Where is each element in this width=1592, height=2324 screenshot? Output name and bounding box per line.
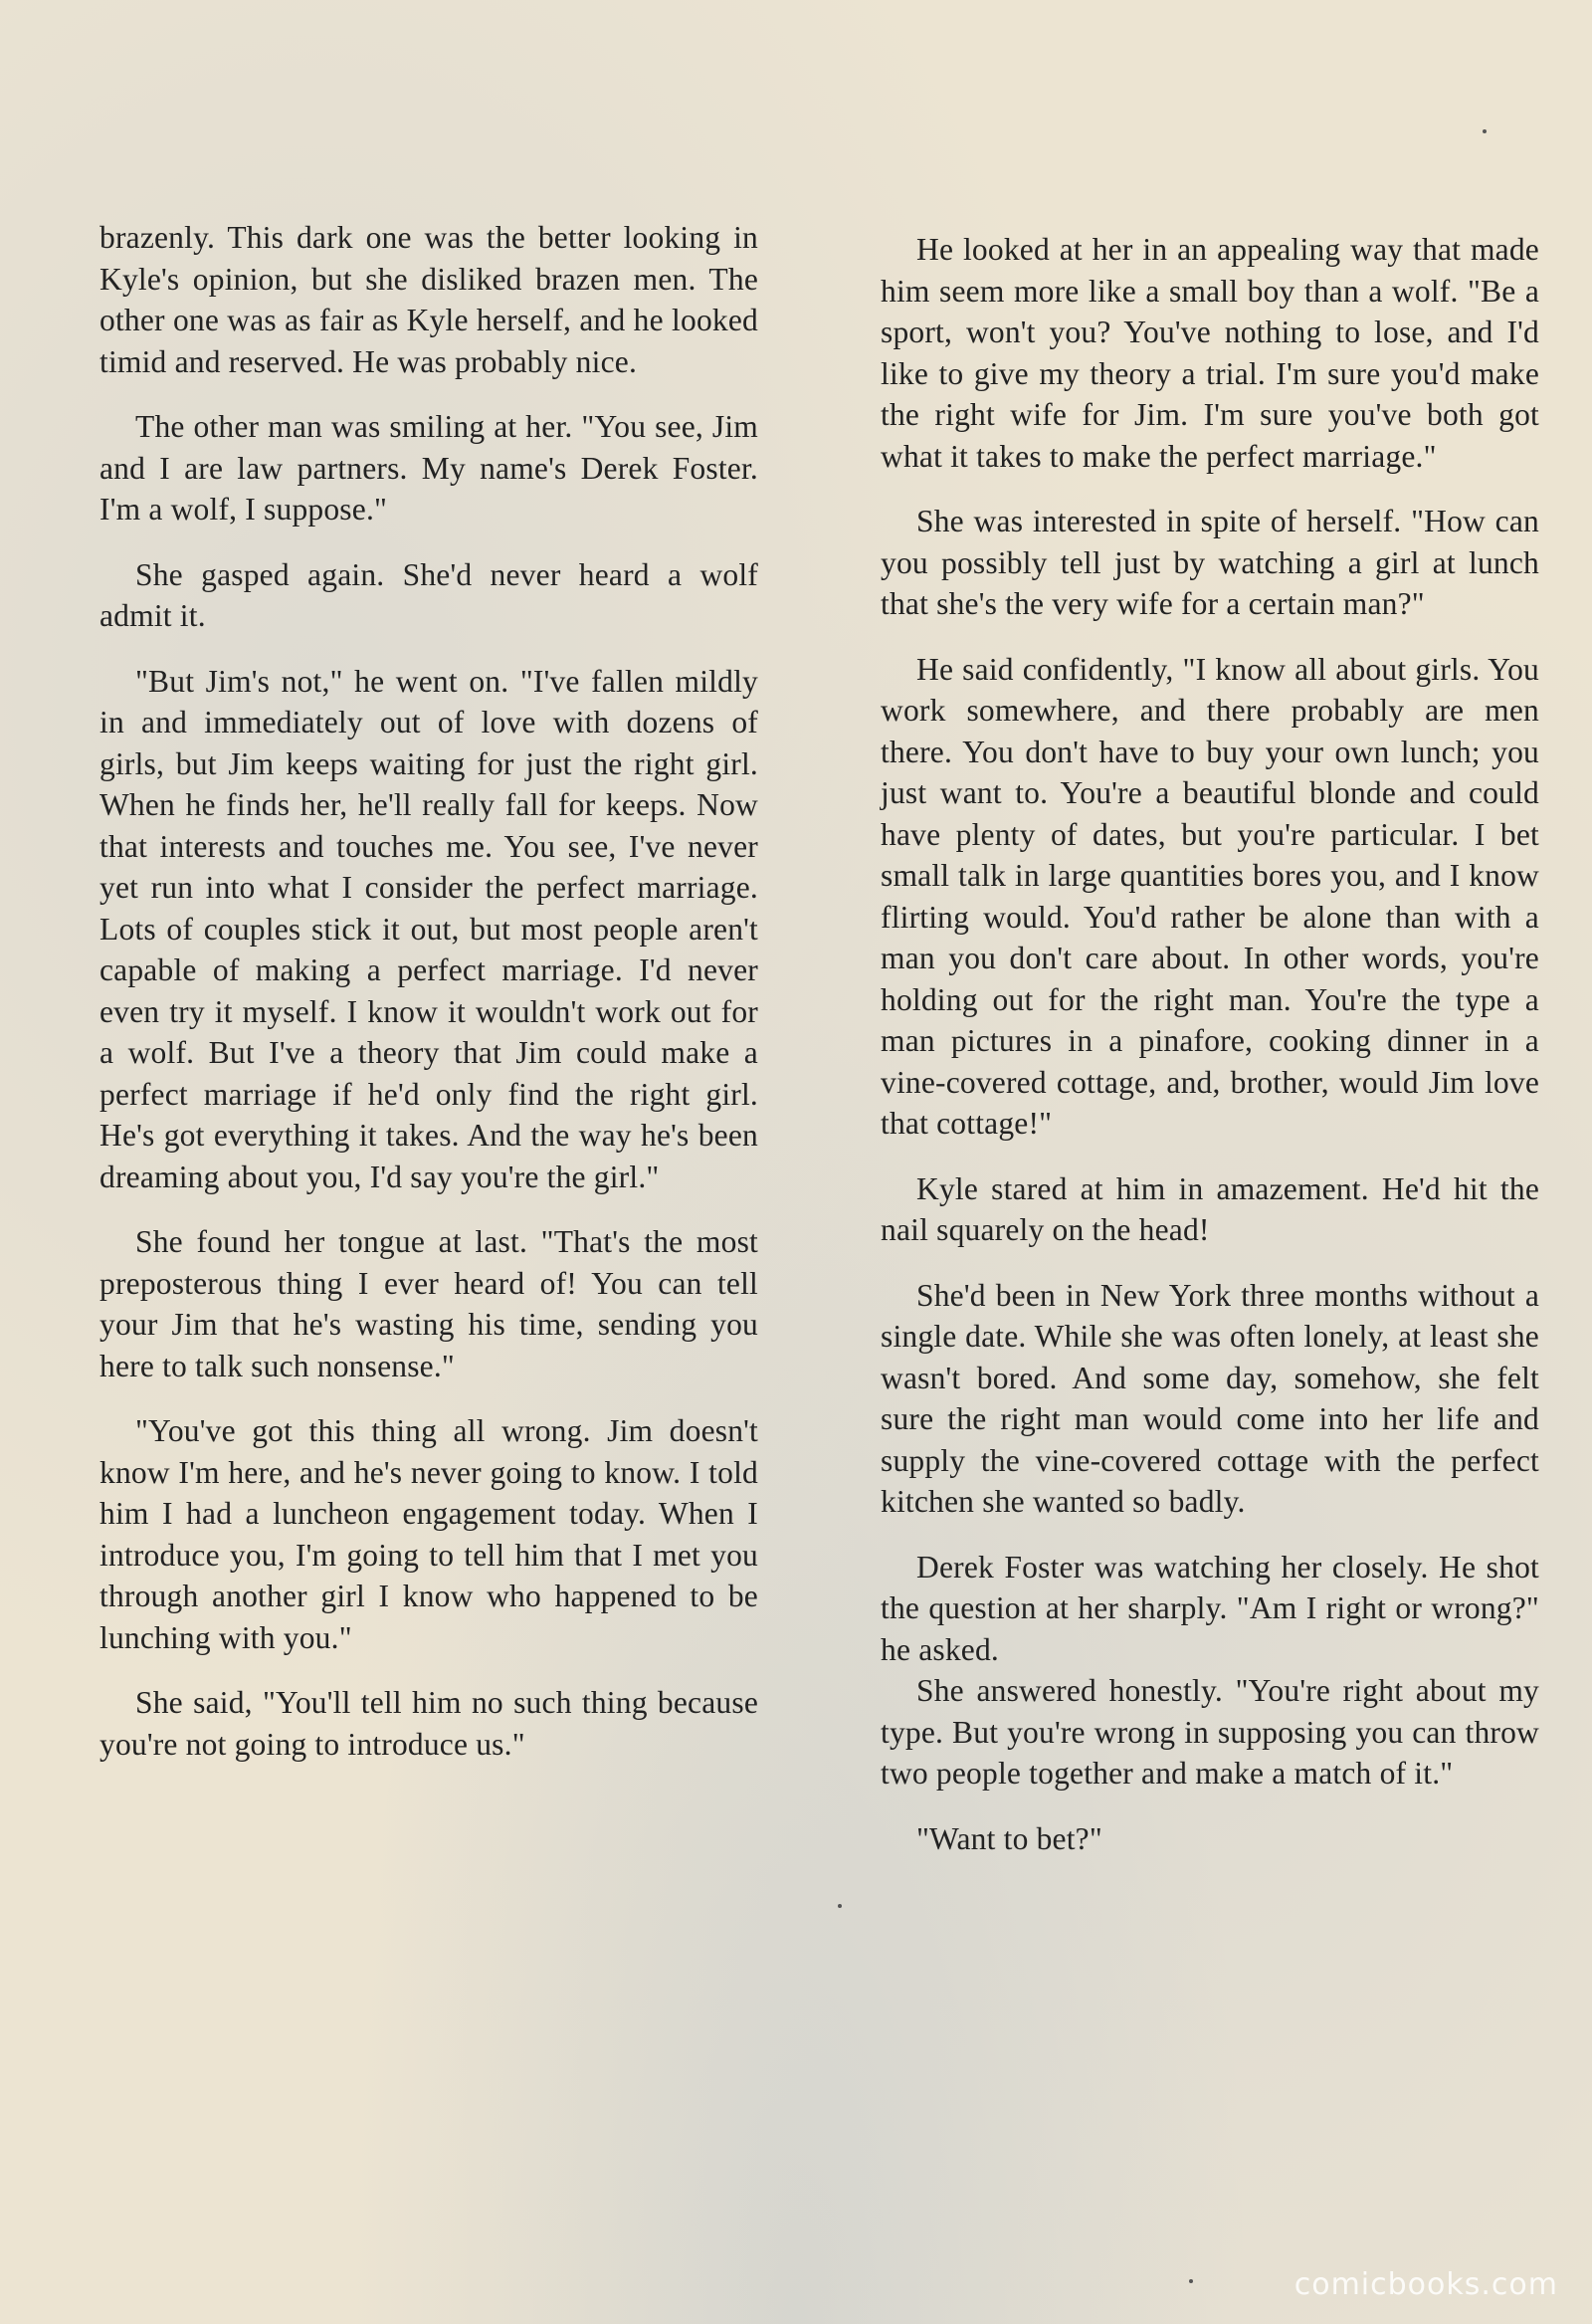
paragraph: Derek Foster was watching her closely. He shot the question at her sharply. "Am I right or wrong?" he asked. — [881, 1549, 1539, 1667]
left-text-column — [100, 217, 758, 1789]
right-text-column — [881, 229, 1539, 1883]
paragraph: She answered honestly. "You're right about my type. But you're wrong in supposing you can throw two people together and make a match of it." — [881, 1673, 1539, 1791]
watermark: comicbooks.com — [1294, 2267, 1558, 2302]
paragraph: She was interested in spite of herself. "How can you possibly tell just by watching a girl at lunch that she's the very wife for a certain man?" — [881, 504, 1539, 621]
paragraph: She'd been in New York three months without a single date. While she was often lonely, at least she wasn't bored. And some day, somehow, she felt sure the right man would come into her life and supply the vine-covered cottage with the perfect kitchen she wanted so badly. — [881, 1277, 1539, 1519]
print-speck — [838, 1904, 842, 1908]
paragraph: He said confidently, "I know all about girls. You work somewhere, and there probably are men there. You don't have to buy your own lunch; you just want to. You're a beautiful blonde and could have plenty of dates, but you're particular. I bet small talk in large quantities bores you, and I know flirting would. You'd rather be alone than with a man you don't care about. In other words, you're holding out for the right man. You're the type a man pictures in a pinafore, cooking dinner in a vine-covered cottage, and, brother, would Jim love that cottage!" — [881, 651, 1539, 1141]
paragraph: She found her tongue at last. "That's the most preposterous thing I ever heard of! You can tell your Jim that he's wasting his time, sending you here to talk such nonsense." — [100, 1224, 758, 1383]
paragraph: Kyle stared at him in amazement. He'd hit the nail squarely on the head! — [881, 1170, 1539, 1247]
paragraph: She gasped again. She'd never heard a wolf admit it. — [100, 556, 758, 633]
paragraph: "You've got this thing all wrong. Jim doesn't know I'm here, and he's never going to know. I told him I had a luncheon engagement today. When I introduce you, I'm going to tell him that I met you through another girl I know who happened to be lunching with you." — [100, 1413, 758, 1655]
paragraph: brazenly. This dark one was the better looking in Kyle's opinion, but she disliked brazen men. The other one was as fair as Kyle herself, and he looked timid and reserved. He was probably nice. — [100, 220, 758, 379]
paragraph: He looked at her in an appealing way that made him seem more like a small boy than a wolf. "Be a sport, won't you? You've nothing to lose, and I'd like to give my theory a trial. I'm sure you'd make the right wife for Jim. I'm sure you've both got what it takes to make the perfect marriage." — [881, 232, 1539, 474]
paragraph: She said, "You'll tell him no such thing because you're not going to introduce us." — [100, 1685, 758, 1762]
paragraph: "But Jim's not," he went on. "I've fallen mildly in and immediately out of love with dozens of girls, but Jim keeps waiting for just the right girl. When he finds her, he'll really fall for keeps. Now that interests and touches me. You see, I've never yet run into what I consider the perfect marriage. Lots of couples stick it out, but most people aren't capable of making a perfect marriage. I'd never even try it myself. I know it wouldn't work out for a wolf. But I've a theory that Jim could make a perfect marriage if he'd only find the right girl. He's got everything it takes. And the way he's been dreaming about you, I'd say you're the girl." — [100, 663, 758, 1194]
print-speck — [1483, 129, 1487, 133]
print-speck — [1189, 2279, 1193, 2283]
paragraph: "Want to bet?" — [916, 1820, 1102, 1856]
paragraph: The other man was smiling at her. "You see, Jim and I are law partners. My name's Derek Foster. I'm a wolf, I suppose." — [100, 409, 758, 527]
